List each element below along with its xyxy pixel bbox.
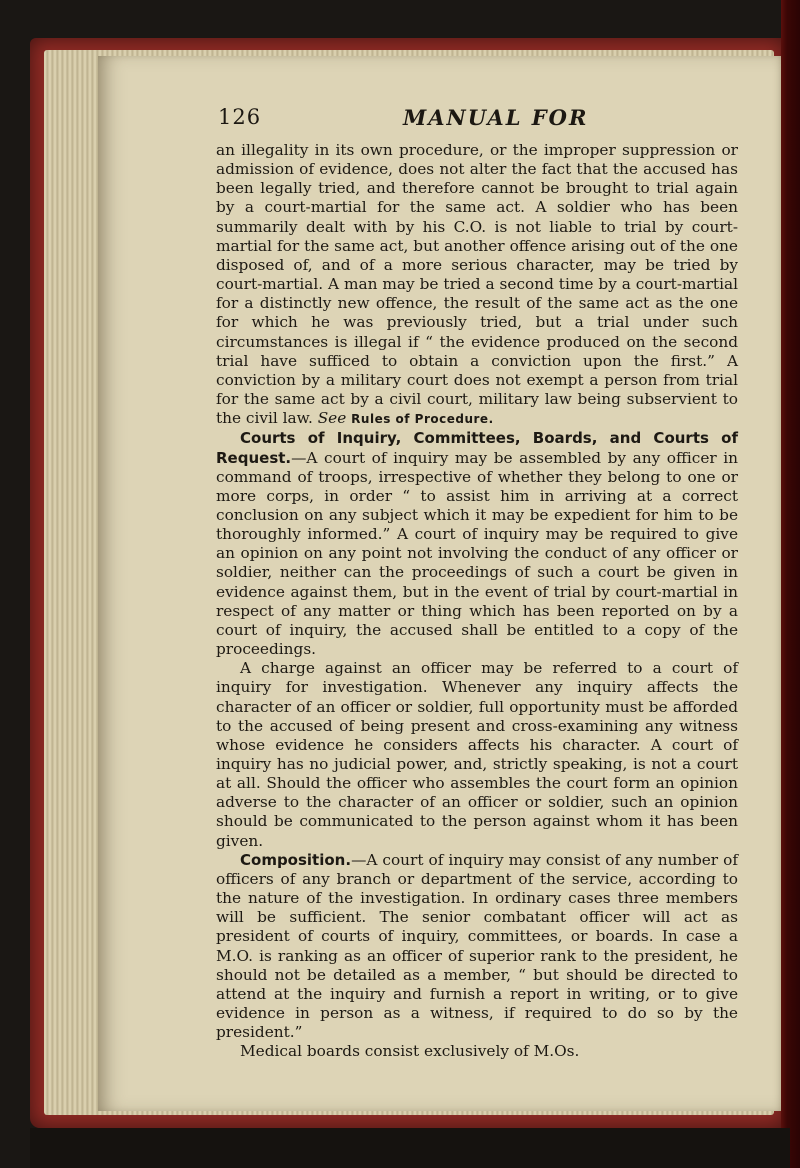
see-reference-label: See	[317, 409, 347, 428]
paragraph-4	[216, 851, 738, 1043]
cross-reference: Rules of Procedure.	[351, 412, 494, 427]
book-spine-edge	[781, 0, 800, 1168]
paragraph-5: Medical boards consist exclusively of M.Os.	[240, 1042, 580, 1061]
paragraph-2	[216, 429, 738, 659]
paragraph-2-text: —A court of inquiry may be assembled by any officer in command of troops, irrespective of whether they belong to one or more corps, in order “ to assist him in arriving at a correct conclusion on any subject which it may be expedient for him to be thoroughly informed.” A court of inquiry may be required to give an opinion on any point not involving the conduct of any officer or soldier, neither can the proceedings of such a court be given in evidence against them, but in the event of trial by court-martial in respect of any matter or thing which has been reported on by a court of inquiry, the accused shall be entitled to a copy of the proceedings.	[216, 448, 738, 659]
paragraph-4-text: —A court of inquiry may consist of any number of officers of any branch or department of the service, according to the nature of the investigation. In ordinary cases three members will be sufficient. The senior combatant officer will act as president of courts of inquiry, committees, or boards. In case a M.O. is ranking as an officer of superior rank to the president, he should not be detailed as a member, “ but should be directed to attend at the inquiry and furnish a report in writing, or to give evidence in person as a witness, if required to do so by the president.”	[216, 850, 738, 1042]
background-shadow	[30, 1128, 790, 1168]
section-heading-composition: Composition.	[240, 850, 352, 869]
section-heading-courts-of-inquiry: Courts of Inquiry, Committees, Boards, and Courts of Request.	[216, 429, 738, 467]
page-header	[218, 105, 738, 135]
paragraph-1	[216, 141, 738, 429]
page-body	[216, 141, 738, 1062]
paragraph-3: A charge against an officer may be referred to a court of inquiry for investigation. Whenever any inquiry affects the character of an officer or soldier, full opportunity must be afforded to the accused of being present and cross-examining any witness whose evidence he considers affects his character. A court of inquiry has no judicial power, and, strictly speaking, is not a court at all. Should the officer who assembles the court form an opinion adverse to the character of an officer or soldier, such an opinion should be communicated to the person against whom it has been given.	[216, 659, 738, 850]
running-head: MANUAL FOR	[403, 105, 589, 130]
page-number: 126	[218, 105, 262, 129]
paragraph-1-text: an illegality in its own procedure, or the improper suppression or admission of evidence, does not alter the fact that the accused has been legally tried, and therefore cannot be brought to trial again by a court-martial for the same act. A soldier who has been summarily dealt with by his C.O. is not liable to trial by court-martial for the same act, but another offence arising out of the one disposed of, and of a more serious character, may be tried by court-martial. A man may be tried a second time by a court-martial for a distinctly new offence, the result of the same act as the one for which he was previously tried, but a trial under such circumstances is illegal if “ the evidence produced on the second trial have sufficed to obtain a conviction upon the first.” A conviction by a military court does not exempt a person from trial for the same act by a civil court, military law being subservient to the civil law.	[216, 141, 738, 428]
